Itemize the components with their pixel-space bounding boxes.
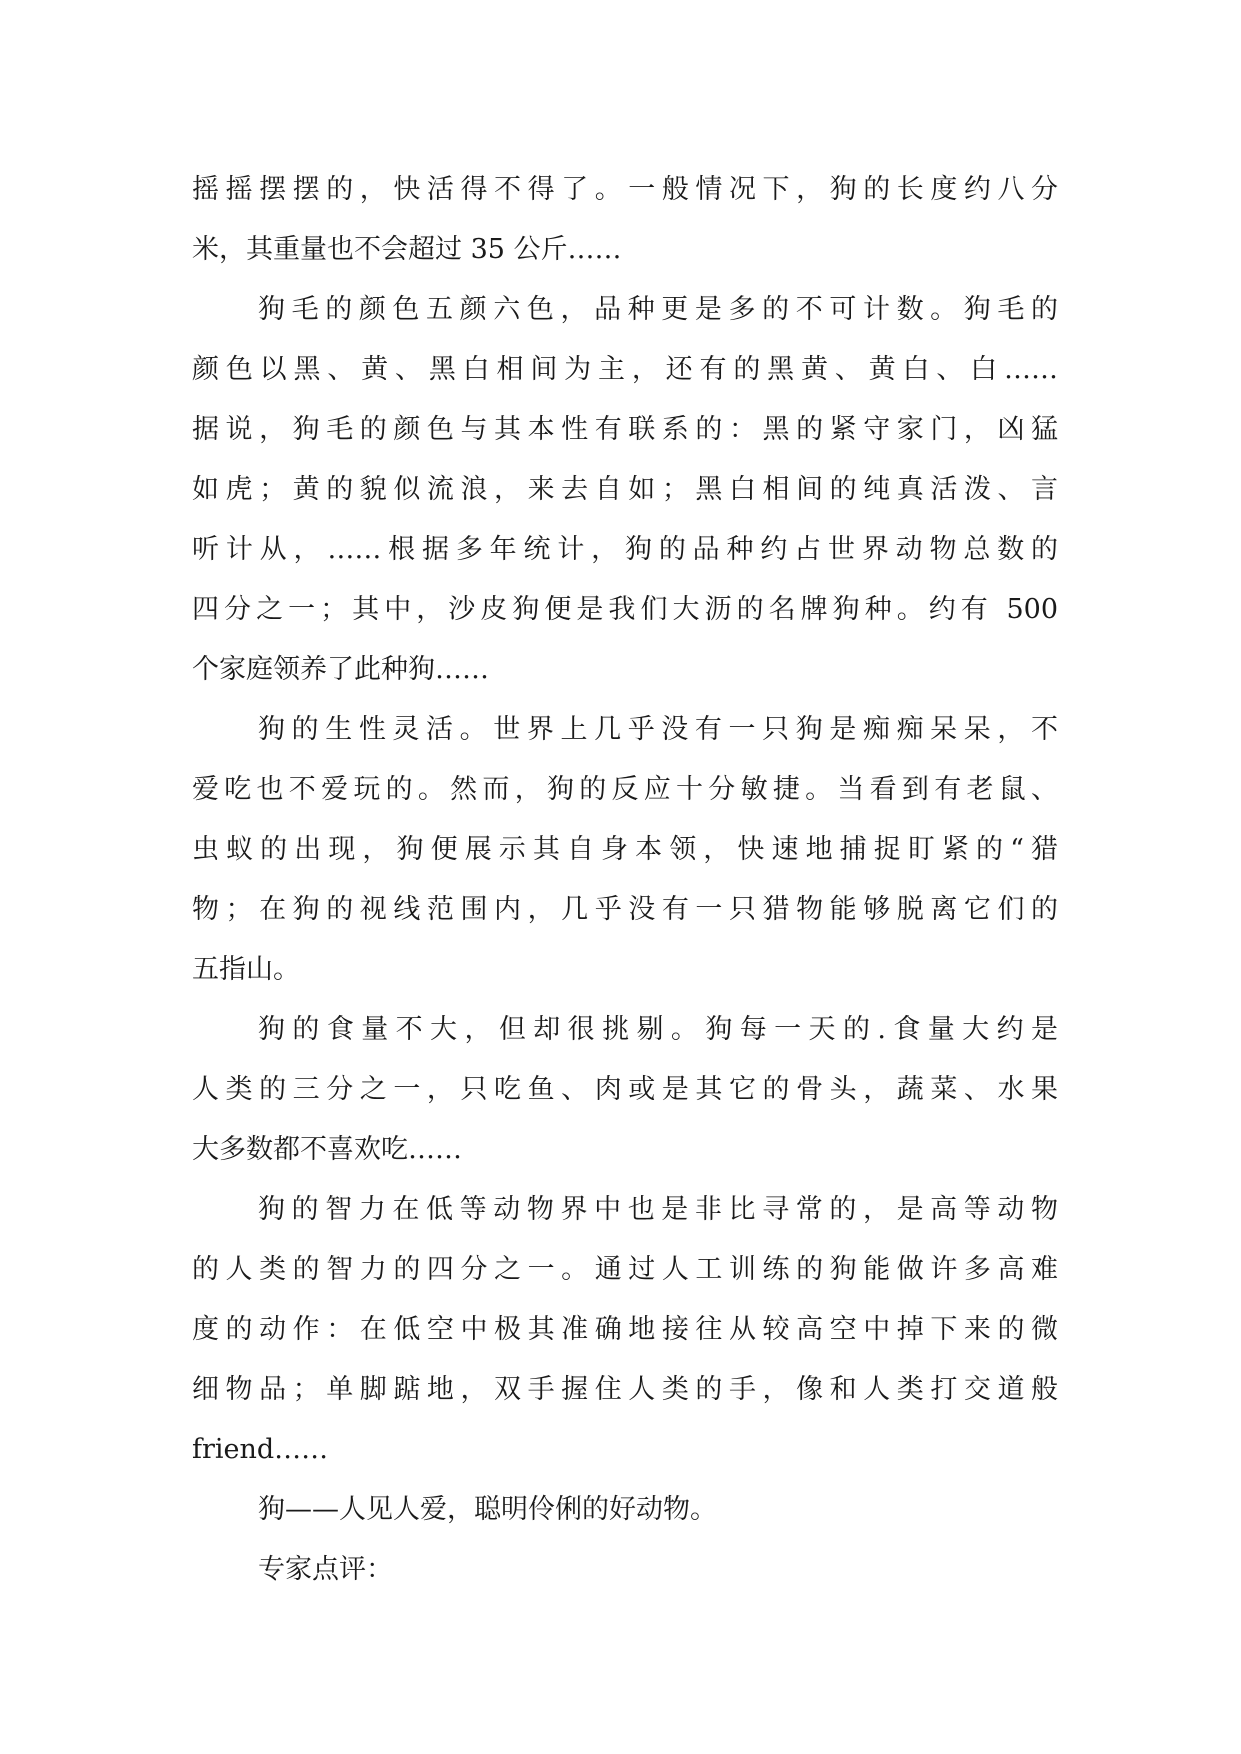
text-line: 如虎；黄的貌似流浪，来去自如；黑白相间的纯真活泼、言 bbox=[192, 474, 1058, 505]
text-line: 五指山。 bbox=[192, 954, 300, 985]
text-line: 大多数都不喜欢吃…… bbox=[192, 1134, 462, 1165]
text-line: 米，其重量也不会超过 35 公斤…… bbox=[192, 234, 622, 265]
text-line: 物；在狗的视线范围内，几乎没有一只猎物能够脱离它们的 bbox=[192, 894, 1058, 925]
text-line: 的人类的智力的四分之一。通过人工训练的狗能做许多高难 bbox=[192, 1254, 1058, 1285]
text-line: 摇摇摆摆的，快活得不得了。一般情况下，狗的长度约八分 bbox=[192, 174, 1058, 205]
section-heading: 专家点评： bbox=[258, 1554, 393, 1585]
paragraph-start-line: 狗的生性灵活。世界上几乎没有一只狗是痴痴呆呆，不 bbox=[258, 714, 1058, 745]
text-line: friend…… bbox=[192, 1434, 329, 1465]
text-line: 个家庭领养了此种狗…… bbox=[192, 654, 489, 685]
text-line: 据说，狗毛的颜色与其本性有联系的：黑的紧守家门，凶猛 bbox=[192, 414, 1058, 445]
paragraph-start-line: 狗毛的颜色五颜六色，品种更是多的不可计数。狗毛的 bbox=[258, 294, 1058, 325]
text-line: 颜色以黑、黄、黑白相间为主，还有的黑黄、黄白、白…… bbox=[192, 354, 1058, 385]
text-line: 爱吃也不爱玩的。然而，狗的反应十分敏捷。当看到有老鼠、 bbox=[192, 774, 1058, 805]
text-line: 听计从，……根据多年统计，狗的品种约占世界动物总数的 bbox=[192, 534, 1058, 565]
text-line: 四分之一；其中，沙皮狗便是我们大沥的名牌狗种。约有 500 bbox=[192, 594, 1058, 625]
essay-body bbox=[192, 160, 1058, 1600]
paragraph-start-line: 狗的食量不大，但却很挑剔。狗每一天的.食量大约是 bbox=[258, 1014, 1058, 1045]
paragraph-start-line: 狗的智力在低等动物界中也是非比寻常的，是高等动物 bbox=[258, 1194, 1058, 1225]
text-line: 细物品；单脚踮地，双手握住人类的手，像和人类打交道般 bbox=[192, 1374, 1058, 1405]
text-line: 虫蚁的出现，狗便展示其自身本领，快速地捕捉盯紧的“猎 bbox=[192, 834, 1058, 865]
text-line: 人类的三分之一，只吃鱼、肉或是其它的骨头，蔬菜、水果 bbox=[192, 1074, 1058, 1105]
paragraph-start-line: 狗——人见人爱，聪明伶俐的好动物。 bbox=[258, 1494, 717, 1525]
text-line: 度的动作：在低空中极其准确地接往从较高空中掉下来的微 bbox=[192, 1314, 1058, 1345]
